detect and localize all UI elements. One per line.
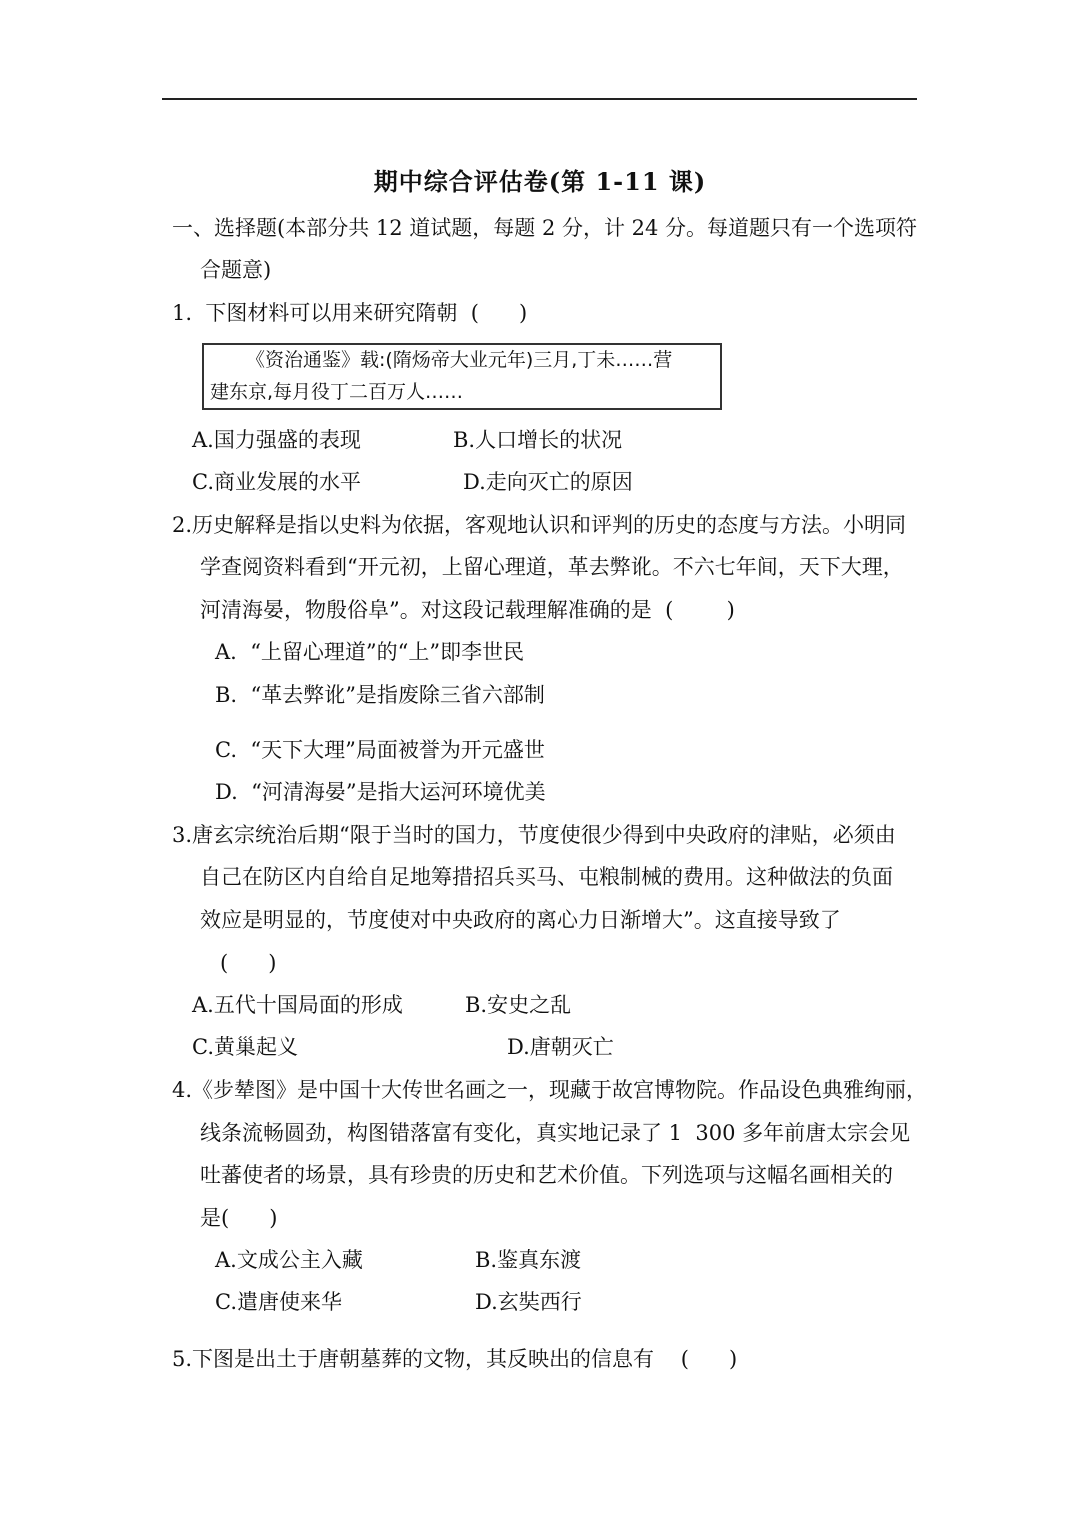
question-4-option-d[interactable]: D.玄奘西行 <box>475 1290 582 1314</box>
question-3-answer-bracket: ( ) <box>220 951 277 975</box>
quote-line-2: 建东京,每月役丁二百万人…… <box>210 381 464 403</box>
question-2-stem-line-2: 学查阅资料看到“开元初，上留心理道，革去弊讹。不六七年间，天下大理， <box>200 555 904 579</box>
question-1-option-a[interactable]: A.国力强盛的表现 <box>192 428 361 452</box>
question-1-stem: 1. 下图材料可以用来研究隋朝 ( ) <box>172 301 528 325</box>
question-3-stem-line-2: 自己在防区内自给自足地筹措招兵买马、屯粮制械的费用。这种做法的负面 <box>200 865 893 889</box>
question-2-stem-line-3: 河清海晏，物殷俗阜”。对这段记载理解准确的是 ( ) <box>200 598 735 622</box>
section-heading: 一、选择题(本部分共 12 道试题，每题 2 分，计 24 分。每道题只有一个选项符 <box>172 216 918 240</box>
question-4-stem-line-4: 是( ) <box>200 1206 278 1230</box>
question-4-option-b[interactable]: B.鉴真东渡 <box>475 1248 582 1272</box>
question-2-option-a[interactable]: A. “上留心理道”的“上”即李世民 <box>215 640 525 664</box>
question-2-option-b[interactable]: B. “革去弊讹”是指废除三省六部制 <box>215 683 545 707</box>
question-1-option-c[interactable]: C.商业发展的水平 <box>192 470 361 494</box>
question-2-option-d[interactable]: D. “河清海晏”是指大运河环境优美 <box>215 780 546 804</box>
question-3-stem-line-3: 效应是明显的，节度使对中央政府的离心力日渐增大”。这直接导致了 <box>200 908 841 932</box>
question-3-option-d[interactable]: D.唐朝灭亡 <box>507 1035 614 1059</box>
question-4-option-c[interactable]: C.遣唐使来华 <box>215 1290 342 1314</box>
question-1-option-b[interactable]: B.人口增长的状况 <box>453 428 623 452</box>
quote-line-1: 《资治通鉴》载:(隋炀帝大业元年)三月,丁未……营 <box>246 349 673 371</box>
question-4-option-a[interactable]: A.文成公主入藏 <box>215 1248 363 1272</box>
header-rule <box>162 98 917 100</box>
question-4-stem-line-1: 4.《步辇图》是中国十大传世名画之一，现藏于故宫博物院。作品设色典雅绚丽， <box>172 1078 928 1102</box>
question-3-option-c[interactable]: C.黄巢起义 <box>192 1035 298 1059</box>
question-1-option-d[interactable]: D.走向灭亡的原因 <box>463 470 633 494</box>
question-3-option-a[interactable]: A.五代十国局面的形成 <box>192 993 403 1017</box>
question-5-stem: 5.下图是出土于唐朝墓葬的文物，其反映出的信息有 ( ) <box>172 1347 738 1371</box>
question-3-stem-line-1: 3.唐玄宗统治后期“限于当时的国力，节度使很少得到中央政府的津贴，必须由 <box>172 823 896 847</box>
question-1-quote-box <box>202 343 722 410</box>
question-2-option-c[interactable]: C. “天下大理”局面被誉为开元盛世 <box>215 738 545 762</box>
question-4-stem-line-2: 线条流畅圆劲，构图错落富有变化，真实地记录了 1 300 多年前唐太宗会见 <box>200 1121 911 1145</box>
page-title: 期中综合评估卷(第 1-11 课) <box>373 167 707 196</box>
question-2-stem-line-1: 2.历史解释是指以史料为依据，客观地认识和评判的历史的态度与方法。小明同 <box>172 513 907 537</box>
section-heading-continued: 合题意) <box>200 258 272 282</box>
question-3-option-b[interactable]: B.安史之乱 <box>465 993 572 1017</box>
question-4-stem-line-3: 吐蕃使者的场景，具有珍贵的历史和艺术价值。下列选项与这幅名画相关的 <box>200 1163 893 1187</box>
